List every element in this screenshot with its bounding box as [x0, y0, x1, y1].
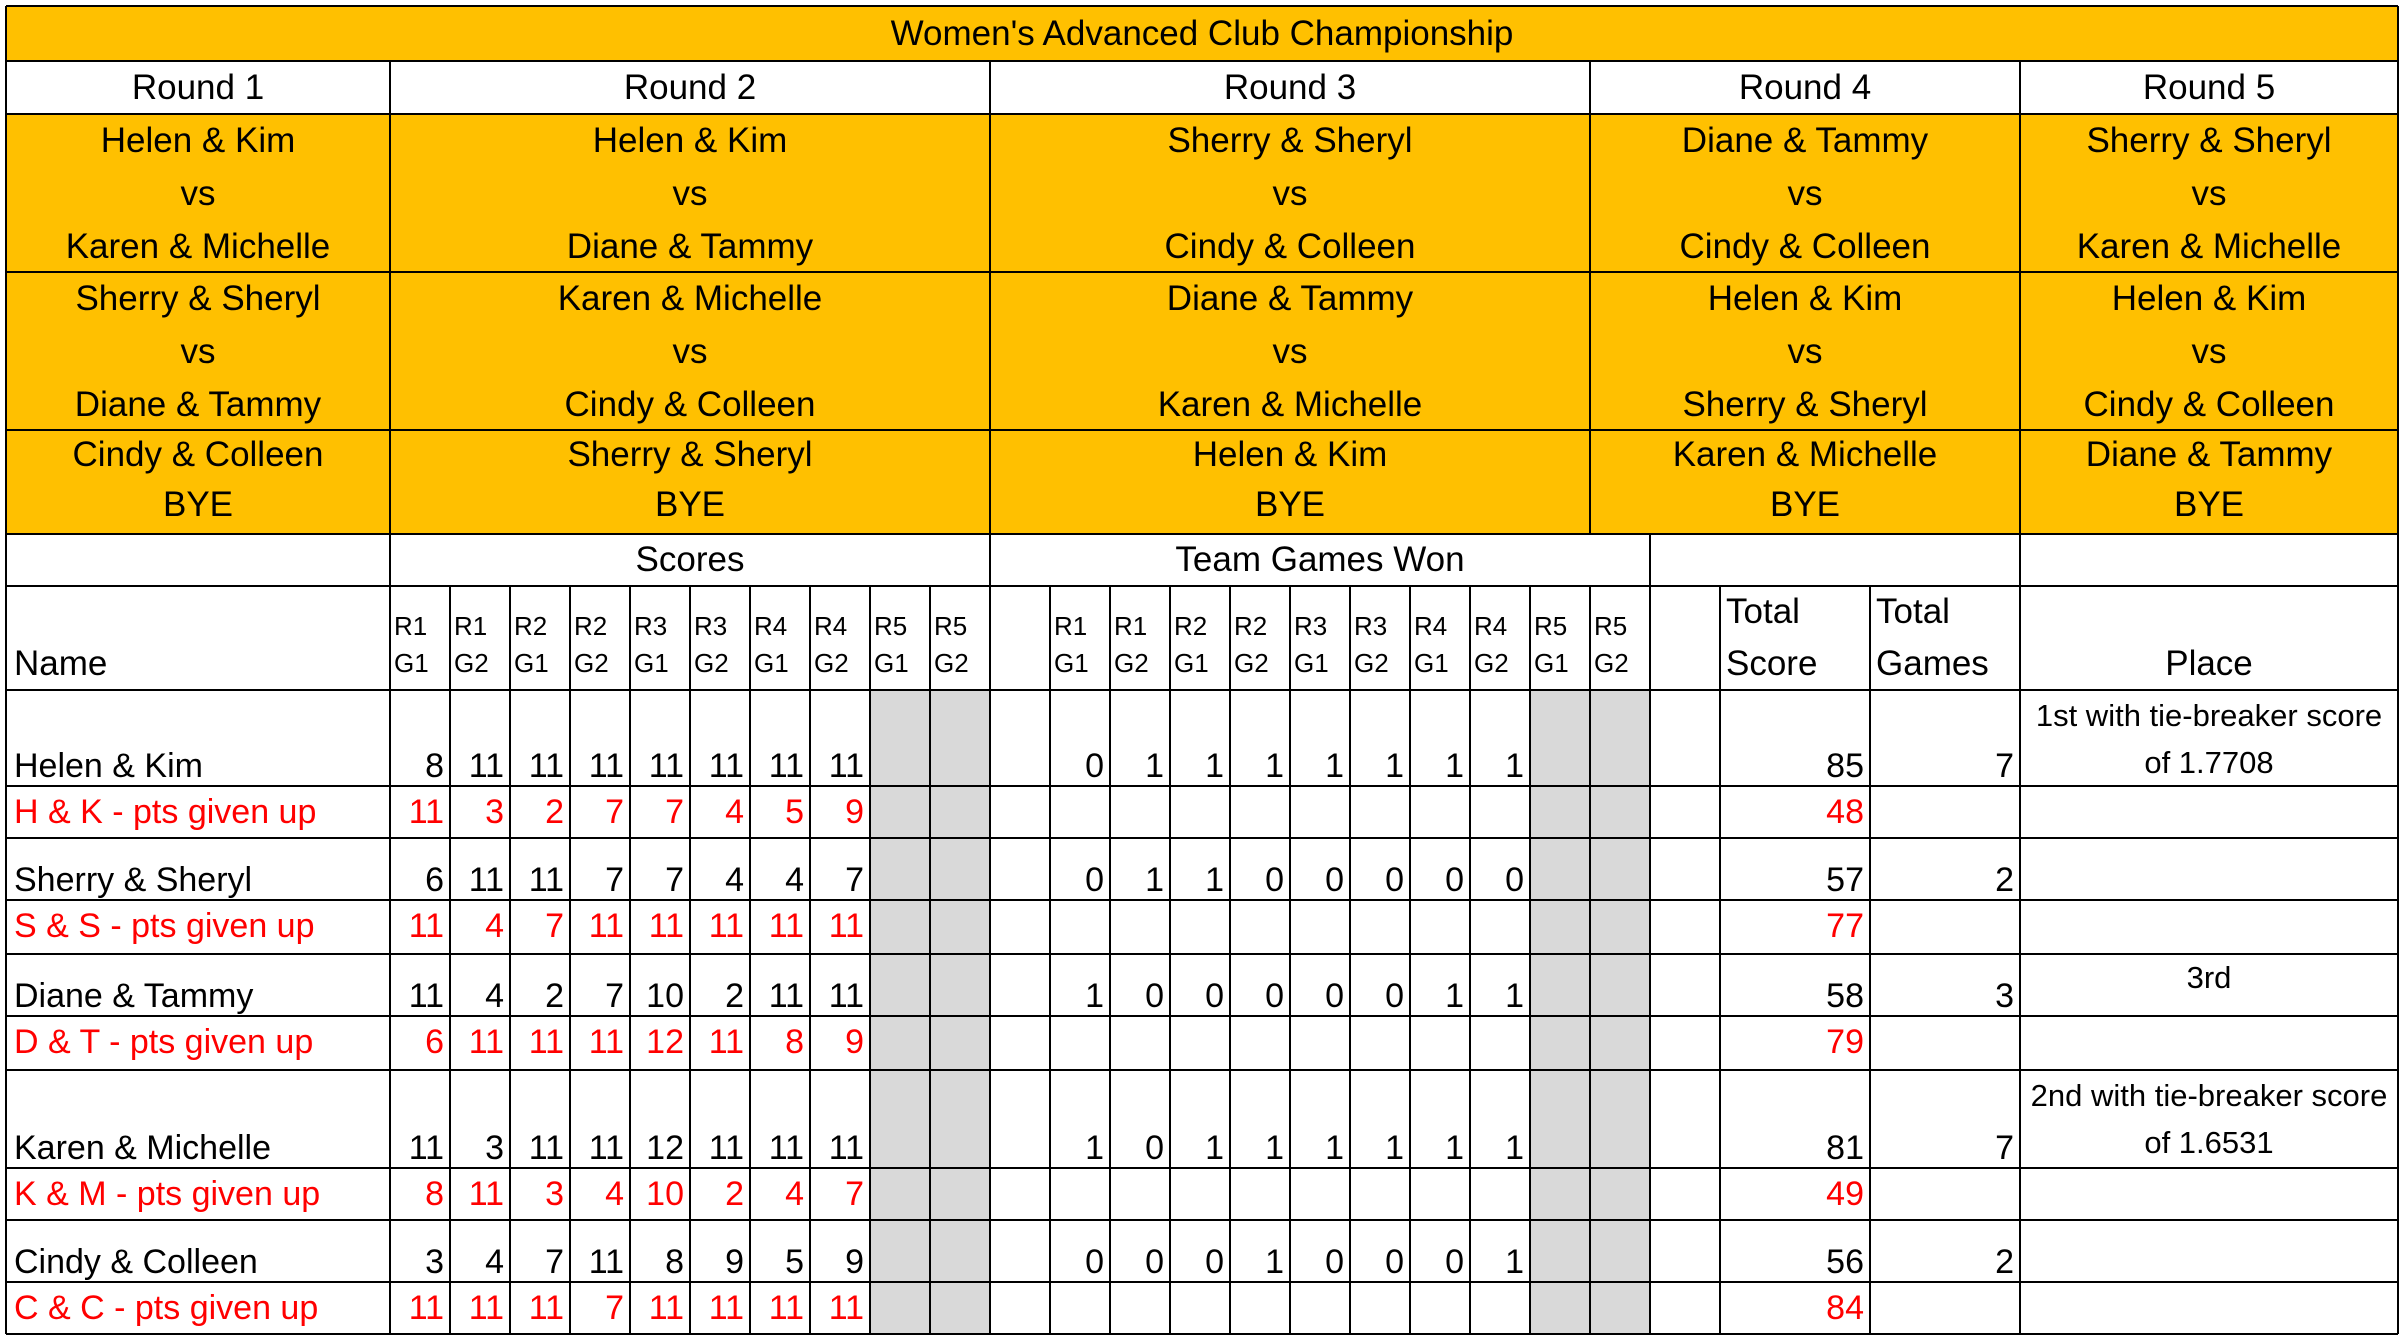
- score-cell: 8: [665, 1243, 684, 1281]
- team-name: Karen & Michelle: [14, 1129, 272, 1167]
- place-cell: 3rd: [2186, 960, 2232, 995]
- score-cell: 11: [708, 1129, 744, 1167]
- score-cell: 7: [605, 977, 624, 1015]
- total-games-cell: 3: [1995, 977, 2014, 1015]
- round-header-3: Round 3: [1223, 68, 1357, 107]
- won-col-header-R5G1: R5 G1: [1534, 611, 1569, 678]
- won-cell: 0: [1145, 977, 1164, 1015]
- pts-given-up-label: D & T - pts given up: [14, 1023, 314, 1061]
- scores-section-label: Scores: [635, 540, 745, 579]
- total-score-cell: 57: [1826, 861, 1864, 899]
- score-cell: 11: [408, 977, 444, 1015]
- score-cell: 5: [785, 1243, 804, 1281]
- given-cell: 7: [545, 907, 564, 945]
- round-header-5: Round 5: [2142, 68, 2276, 107]
- won-cell: 0: [1205, 1243, 1224, 1281]
- team-name: Cindy & Colleen: [14, 1243, 258, 1281]
- won-cell: 1: [1085, 1129, 1104, 1167]
- sheet-title: Women's Advanced Club Championship: [6, 6, 2398, 61]
- score-cell: 2: [725, 977, 744, 1015]
- matchup-1-1: [6, 114, 390, 272]
- given-cell: 11: [768, 907, 804, 945]
- pts-given-up-label: H & K - pts given up: [14, 793, 317, 831]
- score-cell: 4: [785, 861, 804, 899]
- team-label: Karen & Michelle: [1157, 385, 1423, 424]
- won-cell: 1: [1145, 861, 1164, 899]
- won-cell: 1: [1265, 747, 1284, 785]
- score-cell: 2: [545, 977, 564, 1015]
- score-cell: 3: [425, 1243, 444, 1281]
- vs-label: vs: [672, 332, 708, 371]
- total-score-cell: 56: [1826, 1243, 1864, 1281]
- team-name: Diane & Tammy: [14, 977, 254, 1015]
- given-cell: 5: [785, 793, 804, 831]
- won-col-header-R5G2: R5 G2: [1594, 611, 1629, 678]
- given-cell: 11: [768, 1289, 804, 1327]
- score-cell: 11: [468, 861, 504, 899]
- score-cell: 8: [425, 747, 444, 785]
- vs-label: vs: [1272, 332, 1308, 371]
- score-col-header-R2G2: R2 G2: [574, 611, 609, 678]
- won-cell: 1: [1505, 977, 1524, 1015]
- given-cell: 6: [425, 1023, 444, 1061]
- given-cell: 9: [845, 793, 864, 831]
- won-cell: 1: [1505, 1129, 1524, 1167]
- given-cell: 11: [408, 907, 444, 945]
- total-score-cell: 81: [1826, 1129, 1864, 1167]
- score-col-header-R3G1: R3 G1: [634, 611, 669, 678]
- team-label: Diane & Tammy: [74, 385, 322, 424]
- bye-label: BYE: [654, 485, 726, 524]
- given-total-cell: 77: [1826, 907, 1864, 945]
- score-col-header-R5G2: R5 G2: [934, 611, 969, 678]
- total-games-cell: 7: [1995, 747, 2014, 785]
- given-cell: 9: [845, 1023, 864, 1061]
- score-cell: 11: [648, 747, 684, 785]
- score-cell: 11: [468, 747, 504, 785]
- won-col-header-R4G1: R4 G1: [1414, 611, 1449, 678]
- score-col-header-R2G1: R2 G1: [514, 611, 549, 678]
- total-score-cell: 85: [1826, 747, 1864, 785]
- matchup-5-1: [2020, 114, 2398, 272]
- score-cell: 7: [665, 861, 684, 899]
- given-cell: 2: [545, 793, 564, 831]
- given-cell: 11: [828, 1289, 864, 1327]
- won-cell: 0: [1145, 1129, 1164, 1167]
- given-cell: 11: [468, 1289, 504, 1327]
- given-cell: 8: [785, 1023, 804, 1061]
- won-cell: 1: [1205, 1129, 1224, 1167]
- pts-given-up-label: S & S - pts given up: [14, 907, 315, 945]
- matchup-3-1: [990, 114, 1590, 272]
- score-cell: 11: [768, 977, 804, 1015]
- won-cell: 1: [1445, 1129, 1464, 1167]
- bye-label: BYE: [2173, 485, 2245, 524]
- score-col-header-R1G1: R1 G1: [394, 611, 429, 678]
- round-header-4: Round 4: [1738, 68, 1872, 107]
- given-cell: 11: [708, 1289, 744, 1327]
- given-cell: 4: [485, 907, 504, 945]
- bye-label: BYE: [162, 485, 234, 524]
- round-header-2: Round 2: [623, 68, 757, 107]
- matchup-1-2: [6, 272, 390, 430]
- given-cell: 11: [528, 1023, 564, 1061]
- won-col-header-R4G2: R4 G2: [1474, 611, 1509, 678]
- won-cell: 0: [1085, 747, 1104, 785]
- won-cell: 1: [1505, 1243, 1524, 1281]
- won-cell: 1: [1385, 747, 1404, 785]
- total-games-header: Total Games: [1876, 592, 1989, 683]
- score-cell: 3: [485, 1129, 504, 1167]
- score-cell: 4: [485, 1243, 504, 1281]
- team-name: Sherry & Sheryl: [14, 861, 253, 899]
- vs-label: vs: [180, 174, 216, 213]
- total-games-cell: 2: [1995, 861, 2014, 899]
- matchup-4-1: [1590, 114, 2020, 272]
- given-cell: 7: [605, 793, 624, 831]
- vs-label: vs: [1787, 332, 1823, 371]
- won-cell: 0: [1265, 977, 1284, 1015]
- given-cell: 2: [725, 1175, 744, 1213]
- matchup-4-3: [1590, 430, 2020, 534]
- matchup-2-3: [390, 430, 990, 534]
- given-cell: 11: [468, 1175, 504, 1213]
- matchup-2-1: [390, 114, 990, 272]
- won-col-header-R1G2: R1 G2: [1114, 611, 1149, 678]
- total-score-cell: 58: [1826, 977, 1864, 1015]
- given-total-cell: 48: [1826, 793, 1864, 831]
- score-cell: 11: [528, 861, 564, 899]
- total-score-header: Total Score: [1726, 592, 1818, 683]
- score-col-header-R4G1: R4 G1: [754, 611, 789, 678]
- team-label: Cindy & Colleen: [72, 435, 324, 474]
- given-cell: 7: [605, 1289, 624, 1327]
- score-cell: 10: [646, 977, 684, 1015]
- matchup-5-3: [2020, 430, 2398, 534]
- won-cell: 0: [1385, 977, 1404, 1015]
- won-col-header-R3G1: R3 G1: [1294, 611, 1329, 678]
- won-cell: 1: [1205, 747, 1224, 785]
- score-cell: 11: [528, 1129, 564, 1167]
- team-label: Cindy & Colleen: [1164, 227, 1416, 266]
- won-cell: 1: [1265, 1129, 1284, 1167]
- won-cell: 1: [1505, 747, 1524, 785]
- matchup-3-3: [990, 430, 1590, 534]
- score-cell: 7: [605, 861, 624, 899]
- vs-label: vs: [1787, 174, 1823, 213]
- won-cell: 1: [1325, 1129, 1344, 1167]
- given-cell: 3: [485, 793, 504, 831]
- score-col-header-R1G2: R1 G2: [454, 611, 489, 678]
- matchup-4-2: [1590, 272, 2020, 430]
- given-cell: 4: [725, 793, 744, 831]
- total-games-cell: 7: [1995, 1129, 2014, 1167]
- bye-label: BYE: [1769, 485, 1841, 524]
- given-cell: 11: [648, 907, 684, 945]
- won-cell: 0: [1085, 861, 1104, 899]
- score-col-header-R3G2: R3 G2: [694, 611, 729, 678]
- score-cell: 11: [828, 1129, 864, 1167]
- team-label: Sherry & Sheryl: [2086, 121, 2332, 160]
- score-cell: 9: [725, 1243, 744, 1281]
- won-cell: 0: [1325, 1243, 1344, 1281]
- score-cell: 7: [545, 1243, 564, 1281]
- total-games-cell: 2: [1995, 1243, 2014, 1281]
- team-label: Helen & Kim: [1707, 279, 1903, 318]
- vs-label: vs: [180, 332, 216, 371]
- team-label: Cindy & Colleen: [564, 385, 816, 424]
- given-cell: 11: [588, 1023, 624, 1061]
- team-label: Karen & Michelle: [2076, 227, 2342, 266]
- given-cell: 7: [845, 1175, 864, 1213]
- won-cell: 0: [1385, 1243, 1404, 1281]
- team-label: Karen & Michelle: [1672, 435, 1938, 474]
- won-cell: 0: [1445, 1243, 1464, 1281]
- matchup-3-2: [990, 272, 1590, 430]
- team-label: Sherry & Sheryl: [1167, 121, 1413, 160]
- won-cell: 1: [1085, 977, 1104, 1015]
- score-cell: 9: [845, 1243, 864, 1281]
- won-cell: 0: [1085, 1243, 1104, 1281]
- vs-label: vs: [2191, 174, 2227, 213]
- given-cell: 11: [408, 793, 444, 831]
- team-label: Diane & Tammy: [1166, 279, 1414, 318]
- vs-label: vs: [672, 174, 708, 213]
- won-col-header-R2G2: R2 G2: [1234, 611, 1269, 678]
- matchup-1-3: [6, 430, 390, 534]
- won-cell: 1: [1445, 977, 1464, 1015]
- team-label: Helen & Kim: [592, 121, 788, 160]
- given-cell: 3: [545, 1175, 564, 1213]
- team-label: Karen & Michelle: [557, 279, 823, 318]
- won-col-header-R2G1: R2 G1: [1174, 611, 1209, 678]
- won-cell: 1: [1145, 747, 1164, 785]
- team-label: Diane & Tammy: [2085, 435, 2333, 474]
- won-col-header-R1G1: R1 G1: [1054, 611, 1089, 678]
- won-cell: 1: [1265, 1243, 1284, 1281]
- won-cell: 0: [1445, 861, 1464, 899]
- team-label: Helen & Kim: [1192, 435, 1388, 474]
- score-cell: 11: [828, 977, 864, 1015]
- score-cell: 6: [425, 861, 444, 899]
- matchup-2-2: [390, 272, 990, 430]
- won-cell: 1: [1385, 1129, 1404, 1167]
- score-cell: 11: [588, 1129, 624, 1167]
- pts-given-up-label: K & M - pts given up: [14, 1175, 321, 1213]
- team-label: Cindy & Colleen: [2083, 385, 2335, 424]
- team-label: Cindy & Colleen: [1679, 227, 1931, 266]
- given-cell: 7: [665, 793, 684, 831]
- won-cell: 1: [1445, 747, 1464, 785]
- team-label: Sherry & Sheryl: [567, 435, 813, 474]
- given-cell: 11: [468, 1023, 504, 1061]
- score-cell: 11: [768, 747, 804, 785]
- bye-label: BYE: [1254, 485, 1326, 524]
- given-cell: 11: [708, 907, 744, 945]
- given-total-cell: 84: [1826, 1289, 1864, 1327]
- given-cell: 4: [785, 1175, 804, 1213]
- won-cell: 1: [1325, 747, 1344, 785]
- team-label: Sherry & Sheryl: [75, 279, 321, 318]
- given-cell: 8: [425, 1175, 444, 1213]
- won-cell: 0: [1325, 861, 1344, 899]
- score-cell: 11: [588, 1243, 624, 1281]
- team-label: Diane & Tammy: [566, 227, 814, 266]
- given-cell: 11: [648, 1289, 684, 1327]
- given-cell: 11: [528, 1289, 564, 1327]
- score-cell: 11: [528, 747, 564, 785]
- given-cell: 4: [605, 1175, 624, 1213]
- won-cell: 0: [1505, 861, 1524, 899]
- score-cell: 11: [588, 747, 624, 785]
- score-cell: 7: [845, 861, 864, 899]
- score-col-header-R5G1: R5 G1: [874, 611, 909, 678]
- vs-label: vs: [1272, 174, 1308, 213]
- won-col-header-R3G2: R3 G2: [1354, 611, 1389, 678]
- score-cell: 11: [708, 747, 744, 785]
- team-label: Diane & Tammy: [1681, 121, 1929, 160]
- team-label: Karen & Michelle: [65, 227, 331, 266]
- won-cell: 0: [1205, 977, 1224, 1015]
- score-cell: 11: [828, 747, 864, 785]
- place-cell: 2nd with tie-breaker score of 1.6531: [2030, 1078, 2388, 1160]
- given-cell: 11: [708, 1023, 744, 1061]
- given-total-cell: 49: [1826, 1175, 1864, 1213]
- pts-given-up-label: C & C - pts given up: [14, 1289, 319, 1327]
- given-cell: 12: [646, 1023, 684, 1061]
- round-header-1: Round 1: [131, 68, 265, 107]
- score-cell: 11: [768, 1129, 804, 1167]
- team-label: Helen & Kim: [2111, 279, 2307, 318]
- won-cell: 0: [1265, 861, 1284, 899]
- name-column-header: Name: [14, 644, 108, 683]
- vs-label: vs: [2191, 332, 2227, 371]
- won-cell: 0: [1145, 1243, 1164, 1281]
- score-cell: 12: [646, 1129, 684, 1167]
- score-cell: 4: [485, 977, 504, 1015]
- won-cell: 0: [1325, 977, 1344, 1015]
- score-col-header-R4G2: R4 G2: [814, 611, 849, 678]
- given-cell: 11: [408, 1289, 444, 1327]
- place-cell: 1st with tie-breaker score of 1.7708: [2035, 698, 2383, 780]
- team-label: Sherry & Sheryl: [1682, 385, 1928, 424]
- matchup-5-2: [2020, 272, 2398, 430]
- team-label: Helen & Kim: [100, 121, 296, 160]
- won-cell: 0: [1385, 861, 1404, 899]
- score-cell: 11: [408, 1129, 444, 1167]
- team-name: Helen & Kim: [14, 747, 203, 785]
- given-total-cell: 79: [1826, 1023, 1864, 1061]
- given-cell: 11: [588, 907, 624, 945]
- place-header: Place: [2165, 644, 2253, 683]
- won-cell: 1: [1205, 861, 1224, 899]
- given-cell: 10: [646, 1175, 684, 1213]
- score-cell: 4: [725, 861, 744, 899]
- given-cell: 11: [828, 907, 864, 945]
- team-games-won-section-label: Team Games Won: [1175, 540, 1465, 579]
